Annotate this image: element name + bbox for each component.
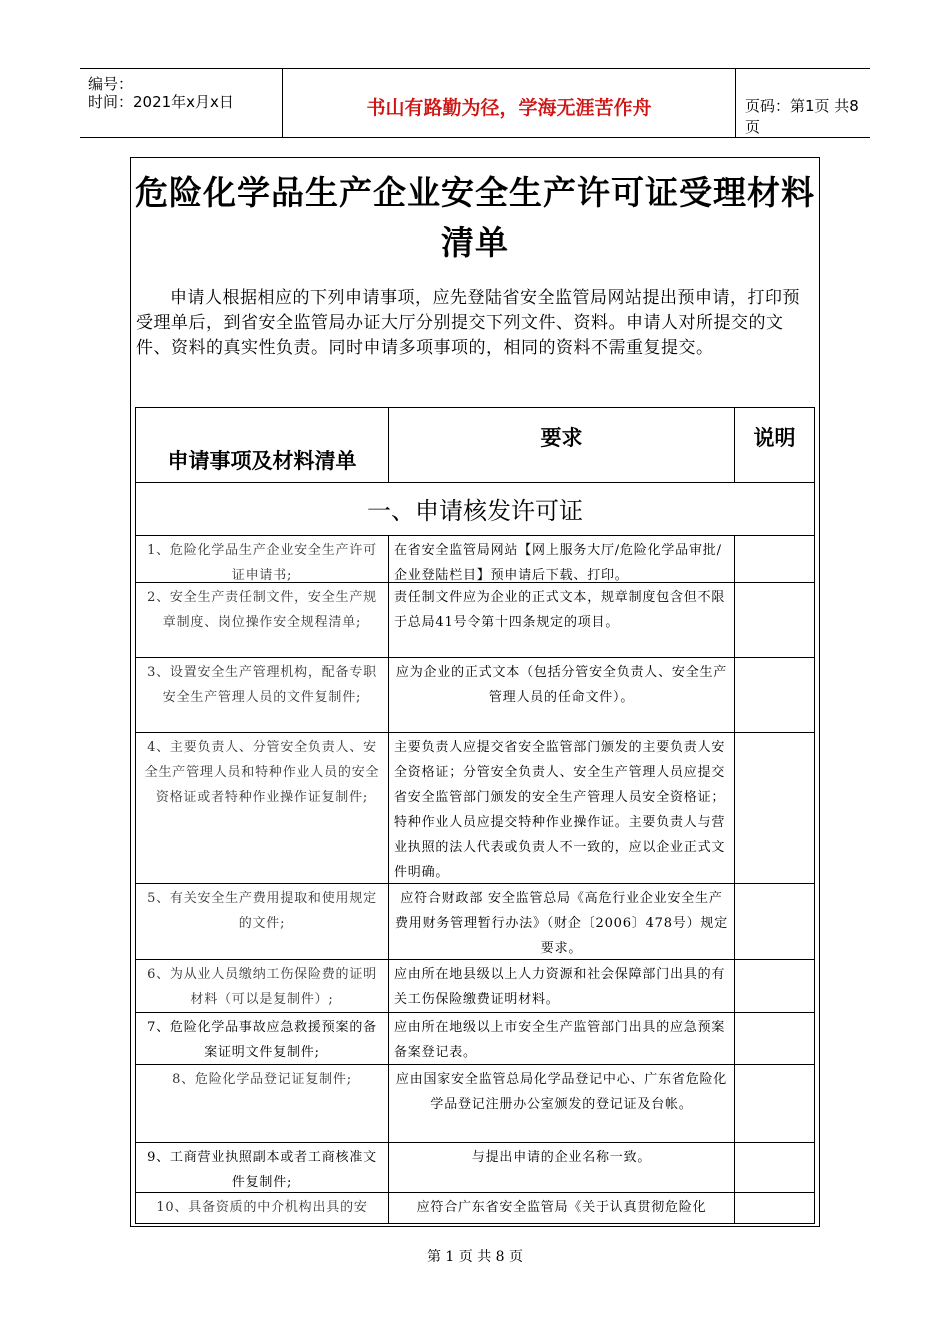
header-items-label: 申请事项及材料清单 <box>167 449 357 473</box>
document-time-label: 时间：2021年x月x日 <box>88 93 234 111</box>
table-row <box>136 960 814 1013</box>
header-cell-items <box>136 408 389 482</box>
requirement-cell: 在省安全监管局网站【网上服务大厅/危险化学品审批/企业登陆栏目】预申请后下载、打印。 <box>394 543 722 582</box>
requirement-cell: 与提出申请的企业名称一致。 <box>471 1150 652 1165</box>
notes-cell <box>735 1143 814 1192</box>
header-notes-label: 说明 <box>753 426 796 450</box>
item-cell: 8、危险化学品登记证复制件; <box>172 1072 352 1087</box>
notes-cell <box>735 536 814 582</box>
item-cell: 1、危险化学品生产企业安全生产许可证申请书; <box>147 543 377 582</box>
requirement-cell: 应由国家安全监管总局化学品登记中心、广东省危险化学品登记注册办公室颁发的登记证及台帐。 <box>395 1072 728 1112</box>
notes-cell <box>735 1193 814 1223</box>
notes-cell <box>735 733 814 883</box>
item-cell: 10、具备资质的中介机构出具的安 <box>156 1200 368 1215</box>
header-cell-requirements <box>389 408 735 482</box>
table-row <box>136 733 814 884</box>
notes-cell <box>735 1065 814 1142</box>
header-requirements-label: 要求 <box>540 426 583 450</box>
table-row <box>136 884 814 960</box>
header-cell-notes <box>735 408 814 482</box>
table-row <box>136 536 814 583</box>
table-header-row <box>136 408 814 483</box>
table-row <box>136 1065 814 1143</box>
notes-cell <box>735 1013 814 1064</box>
document-intro: 申请人根据相应的下列申请事项，应先登陆省安全监管局网站提出预申请，打印预受理单后，到省安全监管局办证大厅分别提交下列文件、资料。申请人对所提交的文件、资料的真实性负责。同时申请多项事项的，相同的资料不需重复提交。 <box>136 288 800 358</box>
item-cell: 9、工商营业执照副本或者工商核准文件复制件; <box>147 1150 377 1190</box>
requirement-cell: 应由所在地级以上市安全生产监管部门出具的应急预案备案登记表。 <box>394 1020 726 1060</box>
notes-cell <box>735 658 814 732</box>
header-motto-cell <box>282 69 736 137</box>
requirement-cell: 责任制文件应为企业的正式文本，规章制度包含但不限于总局41号令第十四条规定的项目。 <box>394 590 726 630</box>
item-cell: 5、有关安全生产费用提取和使用规定的文件; <box>147 891 377 931</box>
table-row <box>136 1013 814 1065</box>
header-motto: 书山有路勤为径，学海无涯苦作舟 <box>366 97 652 119</box>
materials-table <box>135 407 815 1224</box>
table-row <box>136 658 814 733</box>
item-cell: 2、安全生产责任制文件，安全生产规章制度、岗位操作安全规程清单; <box>147 590 377 630</box>
notes-cell <box>735 960 814 1012</box>
section-title: 一、申请核发许可证 <box>367 497 583 525</box>
item-cell: 6、为从业人员缴纳工伤保险费的证明材料（可以是复制件）; <box>147 967 377 1007</box>
document-title: 危险化学品生产企业安全生产许可证受理材料清单 <box>135 173 815 262</box>
requirement-cell: 应由所在地县级以上人力资源和社会保障部门出具的有关工伤保险缴费证明材料。 <box>394 967 726 1007</box>
requirement-cell: 应符合财政部 安全监管总局《高危行业企业安全生产费用财务管理暂行办法》（财企〔2006〕478号）规定要求。 <box>395 891 728 956</box>
document-header <box>80 68 870 138</box>
table-row <box>136 583 814 658</box>
header-meta-cell <box>80 69 282 137</box>
document-number-label: 编号： <box>88 75 134 93</box>
item-cell: 4、主要负责人、分管安全负责人、安全生产管理人员和特种作业人员的安全资格证或者特种作业操作证复制件; <box>144 740 380 805</box>
header-page-cell <box>735 69 870 137</box>
requirement-cell: 应符合广东省安全监管局《关于认真贯彻危险化 <box>416 1200 707 1215</box>
table-row <box>136 1143 814 1193</box>
page-footer: 第 1 页 共 8 页 <box>426 1249 524 1265</box>
header-page-info: 页码：第1页 共8页 <box>745 97 859 136</box>
notes-cell <box>735 884 814 959</box>
item-cell: 7、危险化学品事故应急救援预案的备案证明文件复制件; <box>147 1020 377 1060</box>
item-cell: 3、设置安全生产管理机构，配备专职安全生产管理人员的文件复制件; <box>147 665 377 705</box>
requirement-cell: 主要负责人应提交省安全监管部门颁发的主要负责人安全资格证；分管安全负责人、安全生产管理人员应提交省安全监管部门颁发的安全生产管理人员安全资格证；特种作业人员应提交特种作业操作证。主要负责人与营业执照的法人代表或负责人不一致的，应以企业正式文件明确。 <box>394 740 726 880</box>
notes-cell <box>735 583 814 657</box>
document-frame <box>130 157 820 1227</box>
table-row <box>136 1193 814 1223</box>
requirement-cell: 应为企业的正式文本（包括分管安全负责人、安全生产管理人员的任命文件）。 <box>395 665 728 705</box>
section-row <box>136 483 814 536</box>
